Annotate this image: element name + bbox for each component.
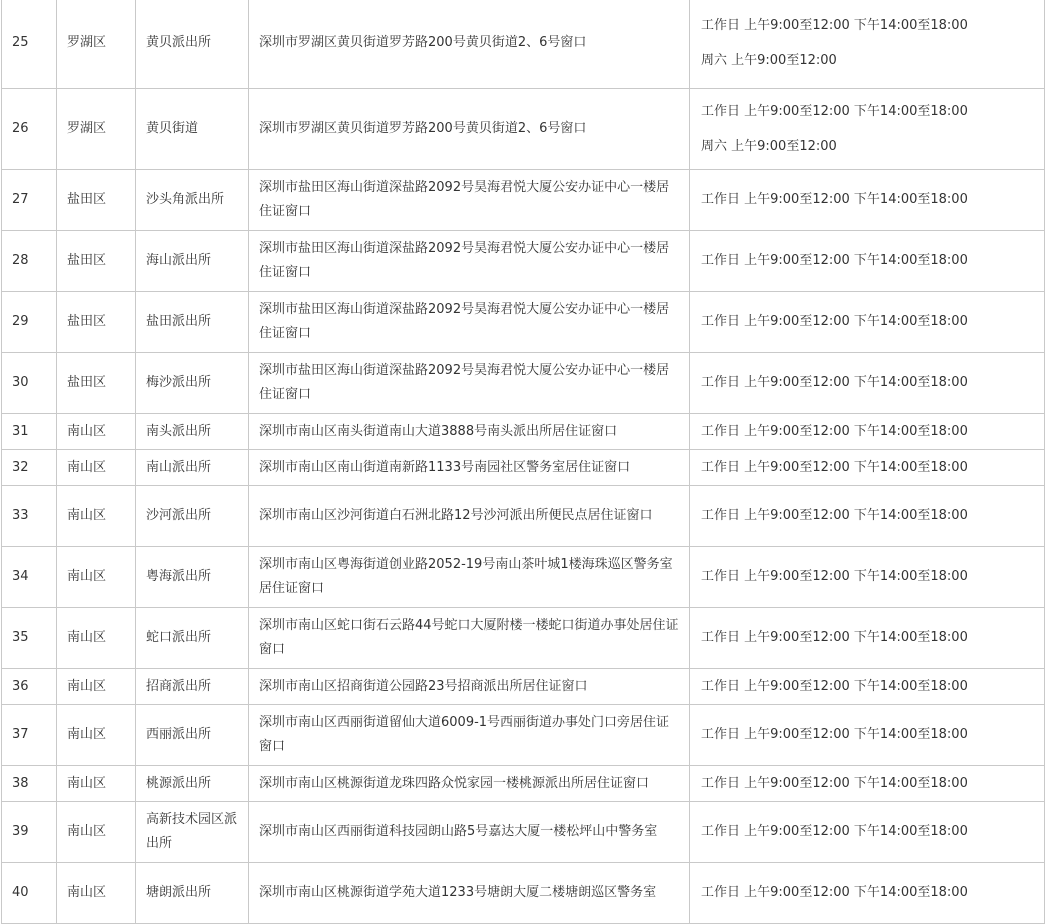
hours-line: 工作日 上午9:00至12:00 下午14:00至18:00: [701, 314, 968, 329]
hours-line: 工作日 上午9:00至12:00 下午14:00至18:00: [701, 824, 968, 839]
address-cell: [249, 414, 690, 450]
table-row: [2, 608, 1045, 669]
hours-cell: [690, 766, 1045, 802]
address-text: 深圳市盐田区海山街道深盐路2092号昊海君悦大厦公安办证中心一楼居住证窗口: [259, 363, 670, 402]
station-cell: 高新技术园区派出所: [136, 802, 249, 863]
address-text: 深圳市罗湖区黄贝街道罗芳路200号黄贝街道2、6号窗口: [259, 35, 587, 50]
district-cell: 罗湖区: [57, 89, 136, 170]
address-text: 深圳市南山区蛇口街石云路44号蛇口大厦附楼一楼蛇口街道办事处居住证窗口: [259, 618, 679, 657]
address-text: 深圳市盐田区海山街道深盐路2092号昊海君悦大厦公安办证中心一楼居住证窗口: [259, 241, 670, 280]
address-text: 深圳市南山区桃源街道学苑大道1233号塘朗大厦二楼塘朗巡区警务室: [259, 885, 657, 900]
hours-line: 工作日 上午9:00至12:00 下午14:00至18:00: [701, 459, 968, 475]
hours-cell: [690, 486, 1045, 547]
hours-line: 周六 上午9:00至12:00: [701, 138, 837, 154]
station-cell: 黄贝街道: [136, 89, 249, 170]
district-cell: 南山区: [57, 802, 136, 863]
table-row: [2, 486, 1045, 547]
address-cell: [249, 766, 690, 802]
station-cell: 梅沙派出所: [136, 353, 249, 414]
row-number: 36: [2, 669, 57, 705]
table-row: [2, 0, 1045, 89]
address-text: 深圳市盐田区海山街道深盐路2092号昊海君悦大厦公安办证中心一楼居住证窗口: [259, 302, 670, 341]
row-number: 37: [2, 705, 57, 766]
table-row: [2, 89, 1045, 170]
row-number: 35: [2, 608, 57, 669]
station-cell: 桃源派出所: [136, 766, 249, 802]
row-number: 27: [2, 170, 57, 231]
table-body: [2, 0, 1045, 924]
hours-cell: [690, 0, 1045, 89]
hours-cell: [690, 450, 1045, 486]
table-row: [2, 353, 1045, 414]
row-number: 32: [2, 450, 57, 486]
address-text: 深圳市南山区西丽街道留仙大道6009-1号西丽街道办事处门口旁居住证窗口: [259, 715, 670, 754]
table-row: [2, 547, 1045, 608]
station-cell: 黄贝派出所: [136, 0, 249, 89]
hours-line: 工作日 上午9:00至12:00 下午14:00至18:00: [701, 423, 968, 439]
row-number: 33: [2, 486, 57, 547]
address-cell: [249, 89, 690, 170]
address-text: 深圳市南山区粤海街道创业路2052-19号南山茶叶城1楼海珠巡区警务室居住证窗口: [259, 557, 673, 596]
hours-cell: [690, 705, 1045, 766]
district-cell: 南山区: [57, 547, 136, 608]
address-cell: [249, 802, 690, 863]
hours-line: 工作日 上午9:00至12:00 下午14:00至18:00: [701, 727, 968, 742]
district-cell: 南山区: [57, 450, 136, 486]
table-row: [2, 705, 1045, 766]
station-table: [1, 0, 1045, 924]
row-number: 28: [2, 231, 57, 292]
address-text: 深圳市南山区西丽街道科技园朗山路5号嘉达大厦一楼松坪山中警务室: [259, 824, 658, 839]
row-number: 26: [2, 89, 57, 170]
station-cell: 西丽派出所: [136, 705, 249, 766]
hours-cell: [690, 353, 1045, 414]
address-cell: [249, 705, 690, 766]
hours-line: 工作日 上午9:00至12:00 下午14:00至18:00: [701, 17, 968, 33]
district-cell: 南山区: [57, 863, 136, 924]
hours-cell: [690, 292, 1045, 353]
district-cell: 南山区: [57, 669, 136, 705]
hours-line: 周六 上午9:00至12:00: [701, 52, 837, 68]
hours-line: 工作日 上午9:00至12:00 下午14:00至18:00: [701, 375, 968, 390]
district-cell: 盐田区: [57, 353, 136, 414]
address-cell: [249, 170, 690, 231]
station-cell: 招商派出所: [136, 669, 249, 705]
table-row: [2, 669, 1045, 705]
station-cell: 海山派出所: [136, 231, 249, 292]
station-cell: 盐田派出所: [136, 292, 249, 353]
address-cell: [249, 231, 690, 292]
table-row: [2, 802, 1045, 863]
hours-cell: [690, 547, 1045, 608]
row-number: 40: [2, 863, 57, 924]
hours-line: 工作日 上午9:00至12:00 下午14:00至18:00: [701, 885, 968, 900]
hours-line: 工作日 上午9:00至12:00 下午14:00至18:00: [701, 508, 968, 523]
row-number: 31: [2, 414, 57, 450]
address-cell: [249, 547, 690, 608]
row-number: 38: [2, 766, 57, 802]
station-cell: 粤海派出所: [136, 547, 249, 608]
address-text: 深圳市南山区南山街道南新路1133号南园社区警务室居住证窗口: [259, 459, 631, 475]
hours-cell: [690, 414, 1045, 450]
hours-cell: [690, 863, 1045, 924]
district-cell: 盐田区: [57, 231, 136, 292]
hours-line: 工作日 上午9:00至12:00 下午14:00至18:00: [701, 253, 968, 268]
district-cell: 盐田区: [57, 170, 136, 231]
hours-cell: [690, 669, 1045, 705]
address-text: 深圳市南山区招商街道公园路23号招商派出所居住证窗口: [259, 678, 588, 694]
hours-line: 工作日 上午9:00至12:00 下午14:00至18:00: [701, 569, 968, 584]
hours-line: 工作日 上午9:00至12:00 下午14:00至18:00: [701, 192, 968, 207]
station-cell: 沙河派出所: [136, 486, 249, 547]
district-cell: 南山区: [57, 486, 136, 547]
district-cell: 罗湖区: [57, 0, 136, 89]
address-cell: [249, 450, 690, 486]
hours-line: 工作日 上午9:00至12:00 下午14:00至18:00: [701, 678, 968, 694]
district-cell: 南山区: [57, 414, 136, 450]
address-text: 深圳市南山区南头街道南山大道3888号南头派出所居住证窗口: [259, 423, 618, 439]
table-row: [2, 292, 1045, 353]
table-row: [2, 170, 1045, 231]
station-cell: 南山派出所: [136, 450, 249, 486]
hours-cell: [690, 170, 1045, 231]
station-cell: 沙头角派出所: [136, 170, 249, 231]
row-number: 25: [2, 0, 57, 89]
district-cell: 南山区: [57, 705, 136, 766]
station-cell: 蛇口派出所: [136, 608, 249, 669]
address-cell: [249, 486, 690, 547]
address-text: 深圳市罗湖区黄贝街道罗芳路200号黄贝街道2、6号窗口: [259, 121, 587, 136]
address-text: 深圳市盐田区海山街道深盐路2092号昊海君悦大厦公安办证中心一楼居住证窗口: [259, 180, 670, 219]
station-cell: 塘朗派出所: [136, 863, 249, 924]
address-cell: [249, 0, 690, 89]
hours-cell: [690, 89, 1045, 170]
hours-line: 工作日 上午9:00至12:00 下午14:00至18:00: [701, 103, 968, 119]
address-text: 深圳市南山区沙河街道白石洲北路12号沙河派出所便民点居住证窗口: [259, 508, 653, 523]
hours-cell: [690, 231, 1045, 292]
station-cell: 南头派出所: [136, 414, 249, 450]
district-cell: 南山区: [57, 766, 136, 802]
address-cell: [249, 669, 690, 705]
row-number: 34: [2, 547, 57, 608]
hours-line: 工作日 上午9:00至12:00 下午14:00至18:00: [701, 775, 968, 791]
address-cell: [249, 608, 690, 669]
table-row: [2, 863, 1045, 924]
table-row: [2, 766, 1045, 802]
district-cell: 南山区: [57, 608, 136, 669]
district-cell: 盐田区: [57, 292, 136, 353]
address-cell: [249, 353, 690, 414]
row-number: 29: [2, 292, 57, 353]
row-number: 30: [2, 353, 57, 414]
table-row: [2, 450, 1045, 486]
row-number: 39: [2, 802, 57, 863]
table-row: [2, 231, 1045, 292]
hours-cell: [690, 608, 1045, 669]
address-cell: [249, 292, 690, 353]
address-text: 深圳市南山区桃源街道龙珠四路众悦家园一楼桃源派出所居住证窗口: [259, 775, 650, 791]
address-cell: [249, 863, 690, 924]
hours-line: 工作日 上午9:00至12:00 下午14:00至18:00: [701, 630, 968, 645]
table-row: [2, 414, 1045, 450]
hours-cell: [690, 802, 1045, 863]
